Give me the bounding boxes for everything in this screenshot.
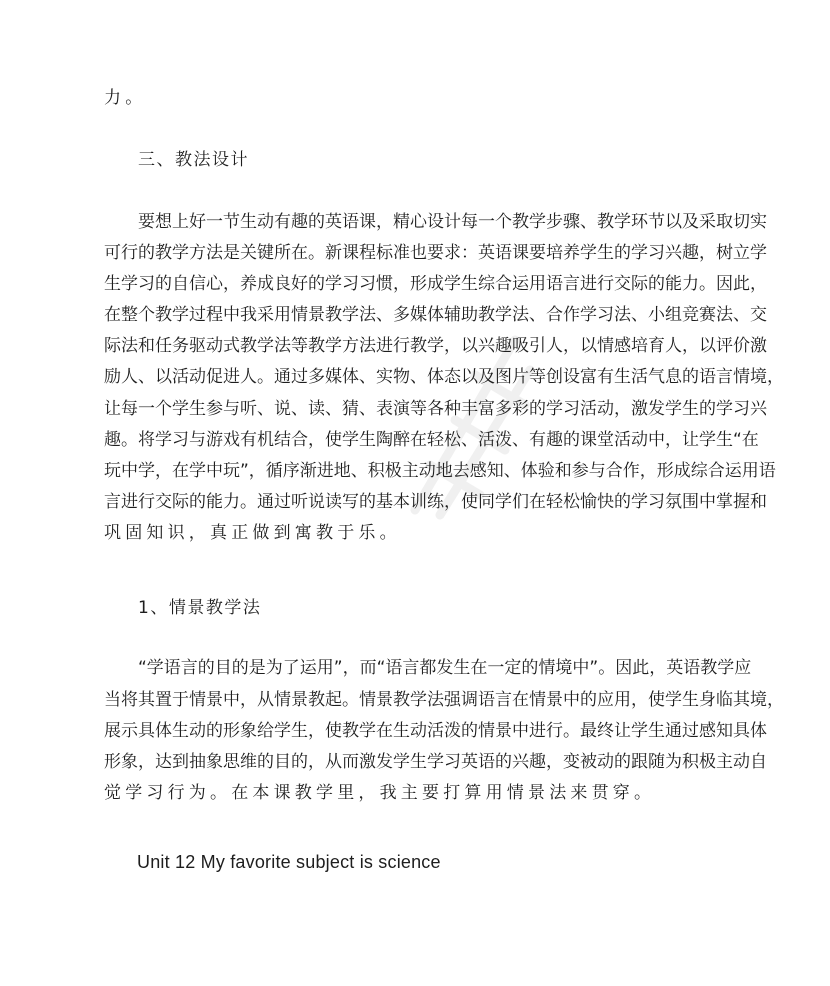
- fragment-line: 力。: [104, 88, 147, 108]
- unit-title: Unit 12 My favorite subject is science: [137, 852, 441, 872]
- section-heading: 三、教法设计: [138, 150, 249, 170]
- paragraph-line: 可行的教学方法是关键所在。新课程标准也要求：英语课要培养学生的学习兴趣，树立学: [104, 243, 767, 263]
- paragraph-line: “学语言的目的是为了运用”，而“语言都发生在一定的情境中”。因此，英语教学应: [138, 658, 752, 678]
- paragraph-line: 要想上好一节生动有趣的英语课，精心设计每一个教学步骤、教学环节以及采取切实: [138, 212, 767, 232]
- paragraph-line: 玩中学，在学中玩”，循序渐进地、积极主动地去感知、体验和参与合作，形成综合运用语: [104, 461, 776, 481]
- paragraph-line: 觉学习行为。在本课教学里，我主要打算用情景法来贯穿。: [104, 783, 656, 803]
- paragraph-line: 巩固知识，真正做到寓教于乐。: [104, 523, 401, 543]
- paragraph-line: 际法和任务驱动式教学法等教学方法进行教学，以兴趣吸引人，以情感培育人，以评价激: [104, 336, 767, 356]
- paragraph-line: 让每一个学生参与听、说、读、猜、表演等各种丰富多彩的学习活动，激发学生的学习兴: [104, 399, 767, 419]
- subsection-heading: 1、情景教学法: [138, 598, 262, 618]
- paragraph-line: 当将其置于情景中，从情景教起。情景教学法强调语言在情景中的应用，使学生身临其境，: [104, 690, 784, 710]
- paragraph-line: 趣。将学习与游戏有机结合，使学生陶醉在轻松、活泼、有趣的课堂活动中，让学生“在: [104, 430, 759, 450]
- paragraph-line: 展示具体生动的形象给学生，使教学在生动活泼的情景中进行。最终让学生通过感知具体: [104, 721, 767, 741]
- paragraph-line: 励人、以活动促进人。通过多媒体、实物、体态以及图片等创设富有生活气息的语言情境，: [104, 367, 784, 387]
- paragraph-line: 在整个教学过程中我采用情景教学法、多媒体辅助教学法、合作学习法、小组竞赛法、交: [104, 305, 767, 325]
- paragraph-line: 生学习的自信心，养成良好的学习习惯，形成学生综合运用语言进行交际的能力。因此，: [104, 274, 767, 294]
- paragraph-line: 形象，达到抽象思维的目的，从而激发学生学习英语的兴趣，变被动的跟随为积极主动自: [104, 752, 767, 772]
- paragraph-line: 言进行交际的能力。通过听说读写的基本训练，使同学们在轻松愉快的学习氛围中掌握和: [104, 492, 767, 512]
